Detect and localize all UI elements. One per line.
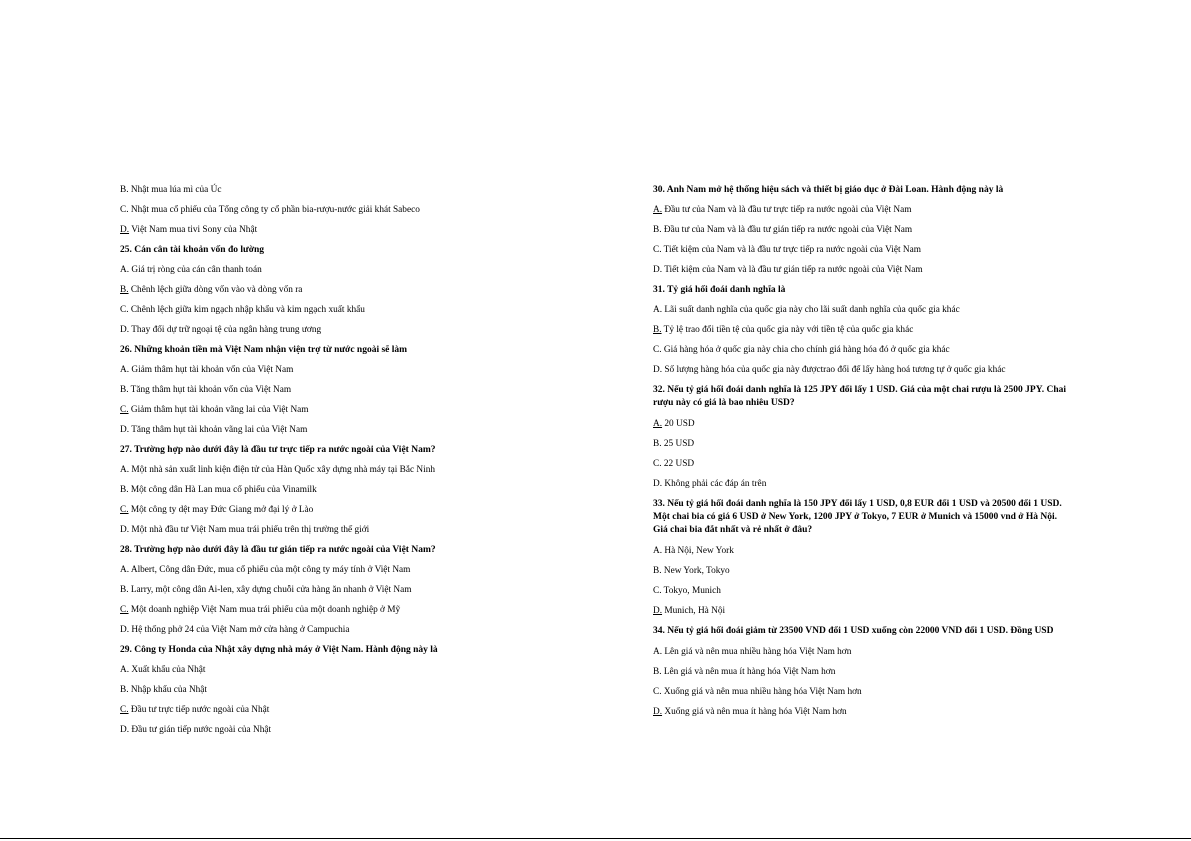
answer-letter: C. — [653, 586, 662, 596]
answer-option — [653, 478, 1071, 490]
answer-letter: A. — [120, 565, 130, 575]
answer-letter: A. — [120, 465, 130, 475]
answer-letter: C. — [653, 345, 662, 355]
answer-option — [120, 524, 540, 536]
answer-option — [120, 724, 540, 736]
answer-text: Một nhà đầu tư Việt Nam mua trái phiếu trên thị trường thế giới — [129, 525, 370, 535]
question-heading: 29. Công ty Honda của Nhật xây dựng nhà máy ở Việt Nam. Hành động này là — [120, 645, 438, 655]
answer-option — [653, 706, 1071, 718]
answer-text: 22 USD — [661, 459, 695, 469]
answer-option — [120, 504, 540, 516]
answer-option — [120, 304, 540, 316]
answer-option — [653, 264, 1071, 276]
answer-option — [120, 184, 540, 196]
answer-option — [653, 204, 1071, 216]
answer-letter: D. — [120, 325, 130, 335]
answer-text: Thay đổi dự trữ ngoại tệ của ngân hàng trung ương — [129, 325, 322, 335]
answer-option — [120, 404, 540, 416]
correct-answer-letter: D. — [120, 225, 130, 235]
answer-text: Tỷ lệ trao đổi tiền tệ của quốc gia này với tiền tệ của quốc gia khác — [661, 325, 914, 335]
answer-letter: D. — [120, 625, 130, 635]
answer-letter: B. — [120, 485, 129, 495]
answer-option — [120, 624, 540, 636]
question-heading: 26. Những khoản tiền mà Việt Nam nhận viện trợ từ nước ngoài sẽ làm — [120, 345, 408, 355]
answer-text: Giảm thâm hụt tài khoản vốn của Việt Nam — [129, 365, 294, 375]
answer-letter: B. — [653, 439, 662, 449]
answer-text: Lãi suất danh nghĩa của quốc gia này cho lãi suất danh nghĩa của quốc gia khác — [662, 305, 960, 315]
answer-letter: A. — [120, 265, 130, 275]
correct-answer-letter: A. — [653, 419, 663, 429]
answer-text: Tiết kiệm của Nam và là đầu tư gián tiếp ra nước ngoài của Việt Nam — [662, 265, 923, 275]
answer-text: Xuống giá và nên mua nhiều hàng hóa Việt Nam hơn — [661, 687, 862, 697]
answer-text: Nhật mua lúa mì của Úc — [128, 185, 222, 195]
question-heading: 30. Anh Nam mở hệ thống hiệu sách và thiết bị giáo dục ở Đài Loan. Hành động này là — [653, 185, 1004, 195]
answer-text: Nhật mua cổ phiếu của Tổng công ty cổ phần bia-rượu-nước giải khát Sabeco — [128, 205, 420, 215]
answer-letter: D. — [120, 725, 130, 735]
answer-option — [120, 204, 540, 216]
answer-text: Một công dân Hà Lan mua cổ phiếu của Vinamilk — [128, 485, 317, 495]
answer-letter: A. — [120, 365, 130, 375]
answer-text: Tăng thâm hụt tài khoản vãng lai của Việt Nam — [129, 425, 308, 435]
answer-text: 25 USD — [661, 439, 695, 449]
answer-option — [653, 324, 1071, 336]
answer-letter: D. — [120, 525, 130, 535]
correct-answer-letter: C. — [120, 605, 129, 615]
answer-letter: B. — [120, 585, 129, 595]
question-heading: 31. Tỷ giá hối đoái danh nghĩa là — [653, 285, 786, 295]
answer-option — [120, 384, 540, 396]
answer-text: Không phải các đáp án trên — [662, 479, 767, 489]
answer-option — [653, 304, 1071, 316]
answer-text: Munich, Hà Nội — [662, 606, 726, 616]
answer-option — [653, 458, 1071, 470]
answer-text: Larry, một công dân Ai-len, xây dựng chuỗi cửa hàng ăn nhanh ở Việt Nam — [128, 585, 412, 595]
answer-option — [120, 584, 540, 596]
correct-answer-letter: C. — [120, 705, 129, 715]
answer-text: Xuống giá và nên mua ít hàng hóa Việt Nam hơn — [662, 707, 847, 717]
correct-answer-letter: D. — [653, 606, 663, 616]
answer-letter: D. — [653, 365, 663, 375]
answer-option — [120, 564, 540, 576]
answer-option — [120, 324, 540, 336]
answer-option — [120, 364, 540, 376]
answer-text: Chênh lệch giữa dòng vốn vào và dòng vốn ra — [128, 285, 303, 295]
answer-letter: C. — [120, 205, 129, 215]
answer-letter: B. — [120, 685, 129, 695]
answer-text: Đầu tư trực tiếp nước ngoài của Nhật — [128, 705, 270, 715]
answer-text: Chênh lệch giữa kim ngạch nhập khẩu và kim ngạch xuất khẩu — [128, 305, 365, 315]
answer-letter: B. — [653, 566, 662, 576]
right-column — [653, 184, 1071, 726]
answer-text: Một doanh nghiệp Việt Nam mua trái phiếu của một doanh nghiệp ở Mỹ — [128, 605, 401, 615]
answer-text: Số lượng hàng hóa của quốc gia này đượctrao đổi để lấy hàng hoá tương tự ở quốc gia khác — [662, 365, 1006, 375]
answer-option — [653, 666, 1071, 678]
answer-letter: C. — [120, 305, 129, 315]
answer-text: Giá hàng hóa ở quốc gia này chia cho chính giá hàng hóa đó ở quốc gia khác — [661, 345, 950, 355]
answer-text: Lên giá và nên mua ít hàng hóa Việt Nam hơn — [661, 667, 836, 677]
answer-text: Một công ty dệt may Đức Giang mở đại lý ở Lào — [128, 505, 314, 515]
answer-option — [653, 364, 1071, 376]
answer-text: Một nhà sản xuất linh kiện điện tử của Hàn Quốc xây dựng nhà máy tại Bắc Ninh — [129, 465, 436, 475]
answer-option — [653, 585, 1071, 597]
answer-letter: B. — [120, 185, 129, 195]
answer-text: Giảm thâm hụt tài khoản vãng lai của Việt Nam — [128, 405, 309, 415]
answer-text: Xuất khẩu của Nhật — [129, 665, 206, 675]
answer-option — [653, 686, 1071, 698]
answer-option — [653, 224, 1071, 236]
answer-letter: A. — [653, 647, 663, 657]
answer-text: Đầu tư gián tiếp nước ngoài của Nhật — [129, 725, 272, 735]
answer-option — [653, 605, 1071, 617]
answer-text: Hà Nội, New York — [662, 546, 734, 556]
question-heading: 28. Trường hợp nào dưới đây là đầu tư gián tiếp ra nước ngoài của Việt Nam? — [120, 545, 436, 555]
page-bottom-rule — [0, 838, 1191, 839]
answer-option — [653, 244, 1071, 256]
answer-text: Việt Nam mua tivi Sony của Nhật — [129, 225, 258, 235]
correct-answer-letter: D. — [653, 707, 663, 717]
answer-text: Albert, Công dân Đức, mua cổ phiếu của một công ty máy tính ở Việt Nam — [129, 565, 411, 575]
answer-letter: D. — [653, 265, 663, 275]
answer-option — [120, 484, 540, 496]
answer-text: Hệ thống phở 24 của Việt Nam mở cửa hàng ở Campuchia — [129, 625, 350, 635]
answer-option — [653, 418, 1071, 430]
correct-answer-letter: B. — [120, 285, 129, 295]
answer-option — [120, 284, 540, 296]
correct-answer-letter: C. — [120, 405, 129, 415]
answer-option — [120, 464, 540, 476]
question-heading: 27. Trường hợp nào dưới đây là đầu tư trực tiếp ra nước ngoài của Việt Nam? — [120, 445, 436, 455]
answer-text: Tokyo, Munich — [661, 586, 721, 596]
answer-option — [653, 646, 1071, 658]
question-heading: 32. Nếu tỷ giá hối đoái danh nghĩa là 125 JPY đổi lấy 1 USD. Giá của một chai rượu là 2500 JPY. Chai rượu này có giá là bao nhiêu USD? — [653, 385, 1067, 408]
question-heading: 34. Nếu tỷ giá hối đoái giảm từ 23500 VND đổi 1 USD xuống còn 22000 VND đổi 1 USD. Đồng USD — [653, 626, 1054, 636]
question-heading: 25. Cán cân tài khoản vốn đo lường — [120, 245, 264, 255]
answer-text: Đầu tư của Nam và là đầu tư gián tiếp ra nước ngoài của Việt Nam — [661, 225, 913, 235]
answer-option — [653, 438, 1071, 450]
answer-text: Tăng thâm hụt tài khoản vốn của Việt Nam — [128, 385, 292, 395]
answer-option — [653, 344, 1071, 356]
answer-letter: A. — [653, 546, 663, 556]
answer-option — [120, 424, 540, 436]
answer-text: Nhập khẩu của Nhật — [128, 685, 208, 695]
correct-answer-letter: B. — [653, 325, 662, 335]
answer-option — [120, 664, 540, 676]
answer-text: Tiết kiệm của Nam và là đầu tư trực tiếp ra nước ngoài của Việt Nam — [661, 245, 921, 255]
answer-option — [120, 224, 540, 236]
answer-letter: A. — [120, 665, 130, 675]
answer-option — [120, 684, 540, 696]
answer-letter: B. — [653, 225, 662, 235]
answer-text: Lên giá và nên mua nhiều hàng hóa Việt Nam hơn — [662, 647, 852, 657]
answer-letter: A. — [653, 305, 663, 315]
answer-letter: B. — [120, 385, 129, 395]
answer-option — [653, 565, 1071, 577]
answer-letter: D. — [653, 479, 663, 489]
answer-letter: C. — [653, 459, 662, 469]
answer-option — [120, 704, 540, 716]
answer-text: Đầu tư của Nam và là đầu tư trực tiếp ra nước ngoài của Việt Nam — [662, 205, 912, 215]
answer-option — [120, 604, 540, 616]
answer-text: New York, Tokyo — [661, 566, 730, 576]
answer-letter: B. — [653, 667, 662, 677]
answer-option — [120, 264, 540, 276]
correct-answer-letter: C. — [120, 505, 129, 515]
correct-answer-letter: A. — [653, 205, 663, 215]
question-heading: 33. Nếu tỷ giá hối đoái danh nghĩa là 150 JPY đổi lấy 1 USD, 0,8 EUR đổi 1 USD và 20500 đổi 1 USD. Một chai bia có giá 6 USD ở New York, 1200 JPY ở Tokyo, 7 EUR ở Munich và 15000 vnd ở Hà Nội. Giá chai bia đắt nhất và rẻ nhất ở đâu? — [653, 499, 1062, 535]
answer-letter: C. — [653, 687, 662, 697]
answer-option — [653, 545, 1071, 557]
left-column — [120, 184, 540, 744]
answer-text: Giá trị ròng của cán cân thanh toán — [129, 265, 262, 275]
answer-letter: D. — [120, 425, 130, 435]
answer-text: 20 USD — [662, 419, 695, 429]
answer-letter: C. — [653, 245, 662, 255]
